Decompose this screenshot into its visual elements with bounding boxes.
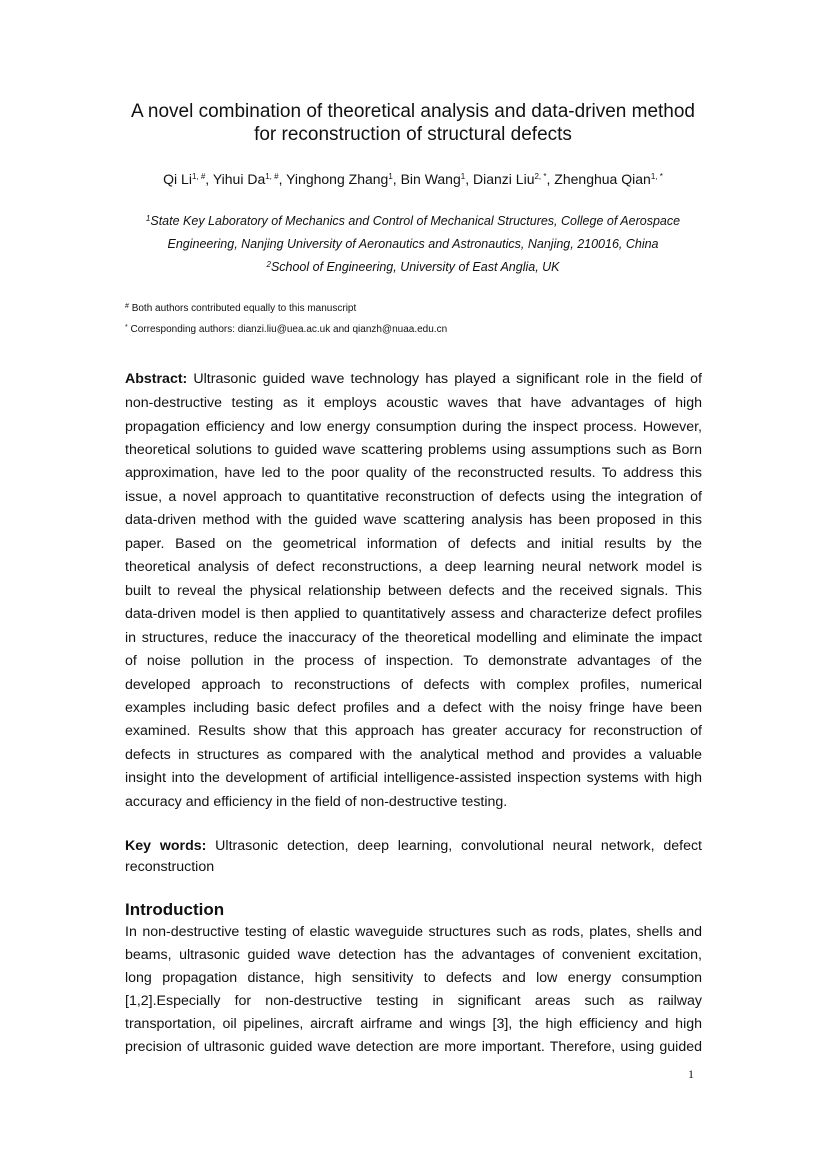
keywords-label: Key words: [125, 838, 207, 854]
title-line-2: for reconstruction of structural defects [254, 124, 572, 145]
intro-line: beams, ultrasonic guided wave detection has the advantages of convenient excitation, [125, 947, 702, 963]
intro-line: In non-destructive testing of elastic waveguide structures such as rods, plates, shells and [125, 924, 702, 940]
abstract-line: built to reveal the physical relationship between defects and the received signals. This [125, 583, 702, 599]
author-affiliation-mark: 2, * [534, 172, 547, 181]
affiliation-text: State Key Laboratory of Mechanics and Control of Mechanical Structures, College of Aerospace [150, 214, 681, 228]
keywords-line: reconstruction [125, 859, 215, 875]
intro-line: transportation, oil pipelines, aircraft airframe and wings [3], the high efficiency and high [125, 1016, 702, 1032]
abstract-line: issue, a novel approach to quantitative reconstruction of defects using the integration of [125, 489, 702, 505]
author-affiliation-mark: 1, # [265, 172, 279, 181]
abstract-line [125, 370, 702, 388]
abstract-line: examples including basic defect profiles and a defect with the noisy fringe have been [125, 700, 702, 716]
abstract-line: data-driven model is then applied to quantitatively assess and characterize defect profiles [125, 606, 702, 622]
affiliation-1-line-2: Engineering, Nanjing University of Aeronautics and Astronautics, Nanjing, 210016, China [167, 237, 659, 251]
author-separator: , [465, 171, 473, 187]
equal-contribution-note [125, 302, 356, 315]
author-separator: , [392, 171, 401, 187]
author-name: Zhenghua Qian [554, 171, 651, 187]
affiliation-mark: 2 [266, 260, 271, 269]
author-separator: , [205, 171, 213, 187]
note-text: Both authors contributed equally to this manuscript [131, 303, 357, 314]
abstract-line: non-destructive testing as it employs acoustic waves that have advantages of high [125, 395, 702, 411]
author-separator: , [546, 171, 555, 187]
author-name: Yihui Da [212, 171, 266, 187]
abstract-line: in structures, reduce the inaccuracy of the theoretical modelling and eliminate the impact [125, 630, 702, 646]
author-list [100, 170, 726, 188]
affiliation-1-line-1 [100, 213, 726, 229]
author-name: Qi Li [163, 171, 192, 187]
paper-title [100, 100, 726, 146]
title-line-1: A novel combination of theoretical analysis and data-driven method [130, 101, 695, 122]
keywords-line [125, 837, 702, 855]
intro-line: long propagation distance, high sensitivity to defects and low energy consumption [125, 970, 702, 986]
abstract-line: propagation efficiency and low energy consumption during the inspect process. However, [125, 419, 702, 435]
author-separator: , [278, 171, 287, 187]
corresponding-author-note [125, 323, 447, 336]
abstract-label: Abstract: [125, 371, 188, 387]
abstract-line: of noise pollution in the process of inspection. To demonstrate advantages of the [125, 653, 702, 669]
abstract-line: developed approach to reconstructions of defects with complex profiles, numerical [125, 677, 702, 693]
section-heading-introduction: Introduction [125, 900, 225, 919]
affiliation-mark: 1 [145, 214, 151, 223]
author-affiliation-mark: 1 [460, 172, 466, 181]
author-name: Dianzi Liu [473, 171, 535, 187]
affiliation-2 [100, 259, 726, 275]
author-affiliation-mark: 1 [388, 172, 393, 181]
intro-line: precision of ultrasonic guided wave detection are more important. Therefore, using guided [125, 1039, 702, 1055]
abstract-line: theoretical solutions to guided wave scattering problems using assumptions such as Born [125, 442, 702, 458]
author-name: Yinghong Zhang [286, 171, 389, 187]
abstract-line: data-driven method with the guided wave scattering analysis has been proposed in this [125, 512, 702, 528]
author-affiliation-mark: 1, # [191, 172, 206, 181]
abstract-line: paper. Based on the geometrical information of defects and initial results by the [125, 536, 702, 552]
abstract-line: insight into the development of artificial intelligence-assisted inspection systems with high [125, 770, 702, 786]
abstract-line: accuracy and efficiency in the field of non-destructive testing. [125, 794, 508, 810]
abstract-line: examined. Results show that this approach has greater accuracy for reconstruction of [125, 723, 702, 739]
affiliation-text: School of Engineering, University of East Anglia, UK [270, 260, 560, 274]
page-number: 1 [688, 1067, 694, 1081]
abstract-text: Ultrasonic guided wave technology has played a significant role in the field of [187, 371, 702, 387]
abstract-line: theoretical analysis of defect reconstructions, a deep learning neural network model is [125, 559, 702, 575]
abstract-line: approximation, have led to the poor quality of the reconstructed results. To address this [125, 465, 702, 481]
note-text: Corresponding authors: dianzi.liu@uea.ac.uk and qianzh@nuaa.edu.cn [130, 324, 448, 335]
note-mark: # [125, 303, 129, 310]
abstract-line: defects in structures as compared with the analytical method and provides a valuable [125, 747, 702, 763]
author-affiliation-mark: 1, * [650, 172, 663, 181]
author-name: Bin Wang [400, 171, 461, 187]
intro-line: [1,2].Especially for non-destructive testing in significant areas such as railway [125, 993, 702, 1009]
note-mark: * [125, 324, 128, 331]
keywords-text: Ultrasonic detection, deep learning, convolutional neural network, defect [206, 838, 702, 854]
